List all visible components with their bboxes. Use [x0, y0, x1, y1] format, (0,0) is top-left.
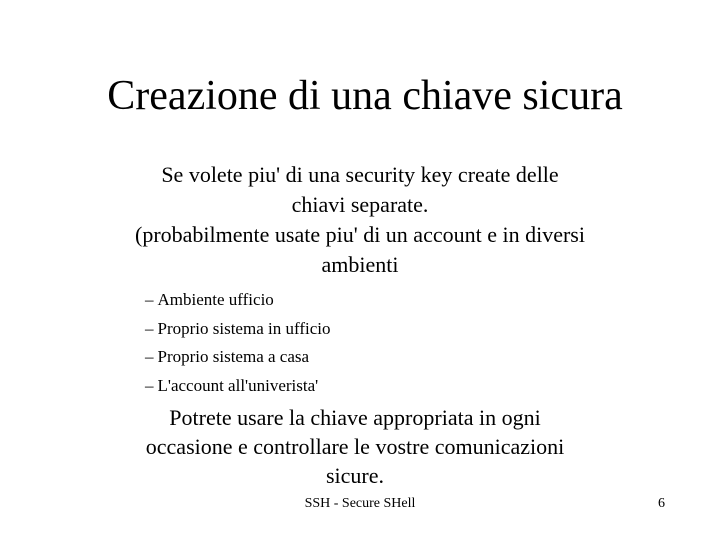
list-item — [145, 343, 330, 372]
page-number: 6 — [658, 496, 665, 511]
environment-list — [145, 286, 330, 400]
list-item — [145, 286, 330, 315]
list-item — [145, 372, 330, 401]
list-item-label: Ambiente ufficio — [157, 290, 274, 309]
closing-line: Potrete usare la chiave appropriata in ogni — [169, 405, 541, 430]
dash-marker: – — [145, 318, 154, 338]
closing-line: occasione e controllare le vostre comunicazioni — [145, 434, 565, 459]
intro-line: ambienti — [321, 252, 399, 277]
list-item-label: L'account all'univerista' — [157, 375, 319, 395]
intro-line: chiavi separate. — [291, 192, 429, 217]
list-item-label: Proprio sistema a casa — [157, 347, 310, 366]
dash-marker: – — [145, 290, 154, 309]
closing-paragraph — [60, 403, 650, 490]
dash-marker: – — [145, 347, 154, 366]
slide-footer: SSH - Secure SHell — [304, 496, 416, 511]
closing-line: sicure. — [325, 463, 385, 488]
intro-line: (probabilmente usate piu' di un account e in diversi — [135, 222, 585, 247]
slide-title: Creazione di una chiave sicura — [107, 73, 623, 119]
intro-paragraph — [60, 160, 660, 280]
list-item — [145, 315, 330, 344]
list-item-label: Proprio sistema in ufficio — [157, 318, 331, 338]
intro-line: Se volete piu' di una security key create delle — [161, 162, 559, 187]
dash-marker: – — [145, 375, 154, 395]
